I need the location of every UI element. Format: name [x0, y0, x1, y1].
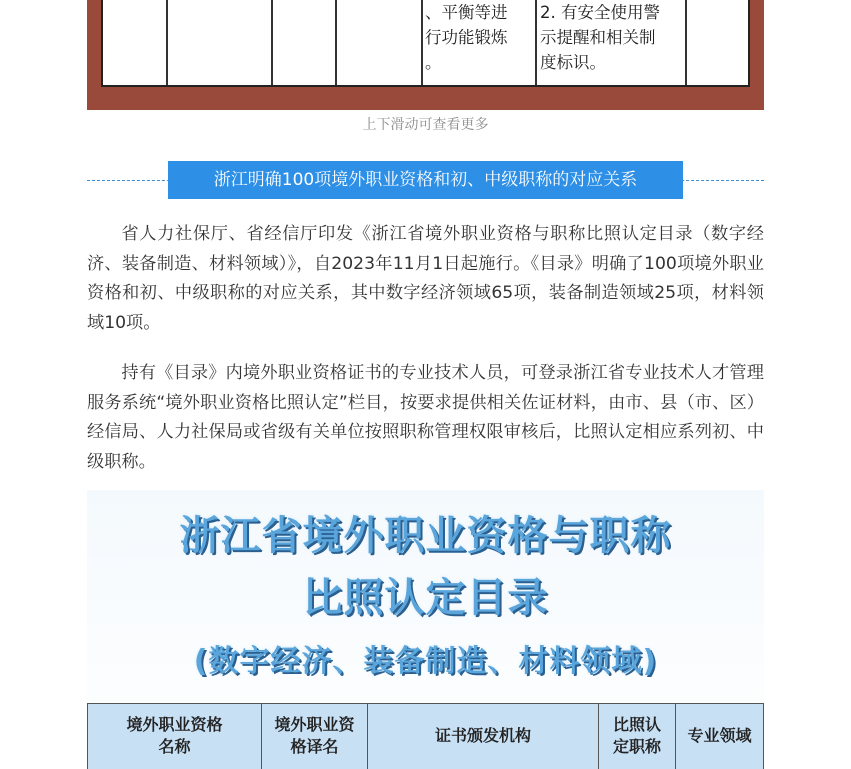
header-cell-field: 专业领域: [687, 726, 752, 745]
header-cell-title: 比照认 定职称: [599, 704, 676, 769]
table-divider: [535, 0, 537, 85]
section-heading: 浙江明确100项境外职业资格和初、中级职称的对应关系: [168, 161, 683, 199]
paragraph-1: 省人力社保厅、省经信厅印发《浙江省境外职业资格与职称比照认定目录（数字经济、装备制造、材料领域）》，自2023年11月1日起施行。《目录》明确了100项境外职业资格和初、中级职称的对应关系，其中数字经济领域65项，装备制造领域25项，材料领域10项。: [87, 224, 764, 333]
table-divider: [166, 0, 168, 85]
poster-subtitle: (数字经济、装备制造、材料领域): [193, 644, 658, 679]
table-divider: [335, 0, 337, 85]
header-cell-name: 境外职业资格 名称: [88, 704, 262, 769]
table-cell-training: 、平衡等进 行功能锻炼 。: [425, 3, 508, 72]
header-cell-translation: 境外职业资 格译名: [262, 704, 368, 769]
paragraph-2: 持有《目录》内境外职业资格证书的专业技术人员，可登录浙江省专业技术人才管理服务系统“境外职业资格比照认定”栏目，按要求提供相关佐证材料，由市、县（市、区）经信局、人力社保局或省级有关单位按照职称管理权限审核后，比照认定相应系列初、中级职称。: [87, 363, 764, 472]
scroll-hint: 上下滑动可查看更多: [362, 117, 489, 133]
table-divider: [421, 0, 423, 85]
catalog-table-header: [87, 703, 764, 769]
table-divider: [685, 0, 687, 85]
header-cell-issuer: 证书颁发机构: [368, 704, 599, 769]
table-divider: [271, 0, 273, 85]
top-table: [101, 0, 750, 87]
table-cell-safety: 2. 有安全使用警 示提醒和相关制 度标识。: [540, 3, 660, 72]
poster-title-line1: 浙江省境外职业资格与职称: [179, 513, 672, 559]
poster-title-line2: 比照认定目录: [302, 575, 549, 621]
top-table-image: [87, 0, 764, 110]
catalog-poster-image: [87, 490, 764, 769]
